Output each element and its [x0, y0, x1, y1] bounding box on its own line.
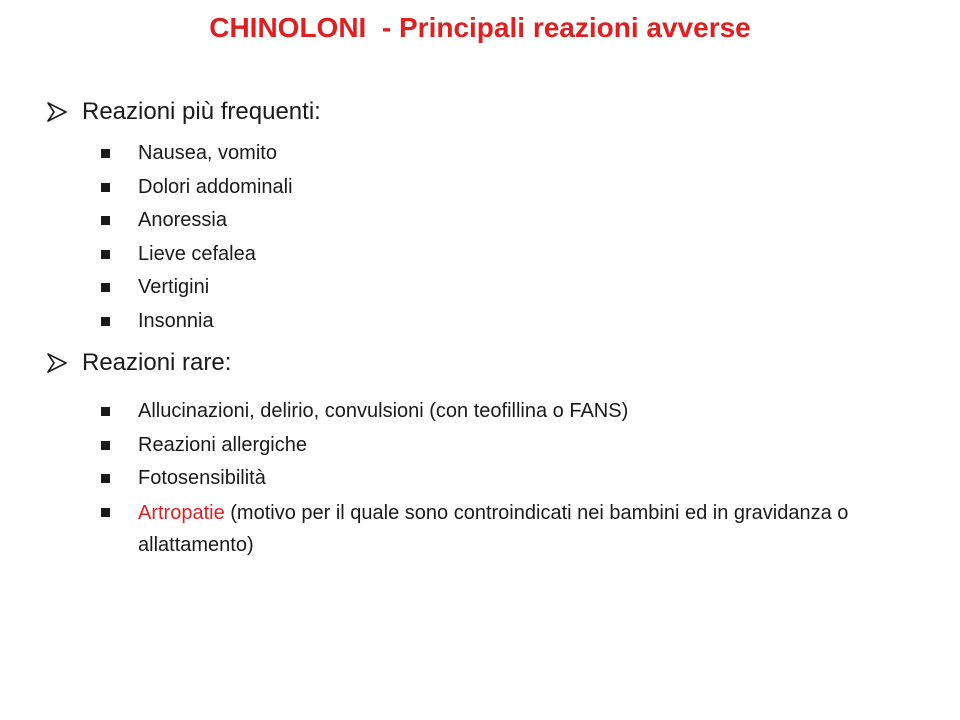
section-frequent-reactions — [46, 96, 926, 338]
arrowhead-icon — [46, 352, 68, 374]
list-item — [46, 204, 926, 238]
section-rare-reactions — [46, 347, 926, 561]
bullet-list — [46, 395, 926, 561]
section-heading-text: Reazioni più frequenti: — [82, 98, 321, 125]
arrowhead-icon — [46, 101, 68, 123]
list-item — [46, 137, 926, 171]
list-item-text: Vertigini — [138, 276, 210, 298]
list-item — [46, 462, 926, 496]
list-item-text: Fotosensibilità — [138, 467, 266, 489]
square-bullet-icon — [101, 283, 110, 292]
list-item-text: Anoressia — [138, 209, 227, 231]
list-item-text: Nausea, vomito — [138, 142, 277, 164]
section-heading-text: Reazioni rare: — [82, 349, 232, 376]
list-item — [46, 305, 926, 339]
list-item-text: Lieve cefalea — [138, 242, 256, 265]
list-item-text: (motivo per il quale sono controindicati nei bambini ed in gravidanza o allattamento) — [138, 501, 849, 556]
list-item-text: Reazioni allergiche — [138, 433, 307, 456]
bullet-list — [46, 137, 926, 338]
list-item — [46, 429, 926, 463]
list-item — [46, 496, 926, 561]
square-bullet-icon — [101, 474, 110, 483]
highlight-text: Artropatie — [138, 501, 225, 524]
square-bullet-icon — [101, 317, 110, 326]
list-item-text: Insonnia — [138, 309, 214, 332]
slide-title: CHINOLONI - Principali reazioni avverse — [209, 12, 751, 43]
square-bullet-icon — [101, 407, 110, 416]
list-item — [46, 271, 926, 305]
square-bullet-icon — [101, 149, 110, 158]
square-bullet-icon — [101, 508, 110, 517]
list-item — [46, 238, 926, 272]
list-item — [46, 171, 926, 205]
square-bullet-icon — [101, 183, 110, 192]
square-bullet-icon — [101, 216, 110, 225]
list-item-text: Dolori addominali — [138, 175, 293, 198]
list-item — [46, 395, 926, 429]
square-bullet-icon — [101, 250, 110, 259]
list-item-text: Allucinazioni, delirio, convulsioni (con teofillina o FANS) — [138, 400, 629, 422]
section-heading — [46, 347, 926, 379]
square-bullet-icon — [101, 441, 110, 450]
section-heading — [46, 96, 926, 128]
